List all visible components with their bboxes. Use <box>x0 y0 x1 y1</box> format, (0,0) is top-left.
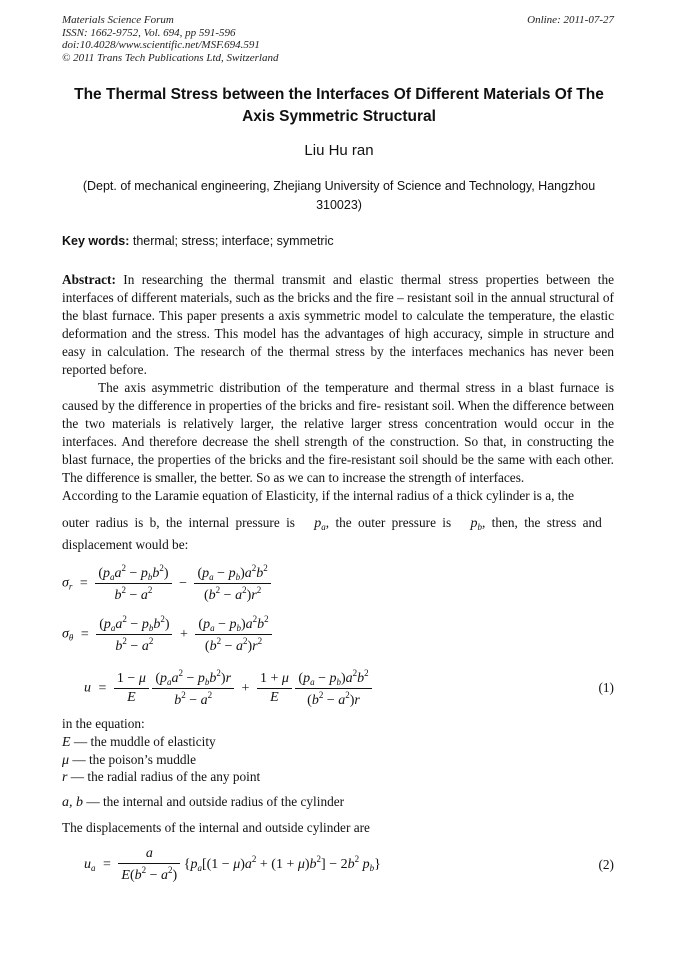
abstract-text-1: In researching the thermal transmit and elastic thermal stress properties between the interfaces of different materials, such as the bricks and the fire – resistant soil in the annual structural of the blast furnace. This paper presents a axis symmetric model to calculate the temperature, the elastic deformation and the stress. This model has the advantages of high accuracy, simple in structure and easy in calculation. The research of the thermal stress by the interfaces mechanics has never been reported before. <box>62 272 614 377</box>
online-date: Online: 2011-07-27 <box>527 14 614 26</box>
author-affiliation: (Dept. of mechanical engineering, Zhejiang University of Science and Technology, Hangzhou 310023) <box>82 179 596 212</box>
definition-r: r — the radial radius of the any point <box>62 769 261 785</box>
abstract-paragraph-1 <box>62 271 614 379</box>
text-outer-pressure: , the outer pressure is <box>325 515 452 530</box>
keywords-text: thermal; stress; interface; symmetric <box>132 234 334 248</box>
issn-line: ISSN: 1662-9752, Vol. 694, pp 591-596 <box>62 26 236 39</box>
definitions-intro: in the equation: <box>62 716 145 731</box>
symbol-pb: $p_b$ <box>457 516 482 532</box>
abstract-paragraph-3b <box>62 514 614 536</box>
text-internal-pressure: outer radius is b, the internal pressure is <box>62 515 295 530</box>
doi-line: doi:10.4028/www.scientific.net/MSF.694.591 <box>62 39 260 51</box>
author-name: Liu Hu ran <box>304 142 374 159</box>
equation-sigma-theta: $\sigma_\theta$ = $\frac{(p_aa^2 - p_bb^2)}{b^2 - a^2}$ + $\frac{(p_a - p_b)a^2b^2}{(b^2 - a^2)r^2}$ <box>62 614 272 655</box>
keywords-label: Key words: <box>62 234 130 248</box>
abstract-paragraph-2: The axis asymmetric distribution of the temperature and thermal stress in a blast furnace is caused by the difference in properties of the bricks and fire- resistant soil. When the difference between the two materials is relatively larger, the relative larger stress concentration would occur in the interfaces. And therefore decrease the shell strength of the construction. So that, in constructing the blast furnace, the properties of the bricks and the fire-resistant soil should be the same with each other. The difference is smaller, the better. So as we can to increase the strength of interfaces. <box>62 380 614 485</box>
definition-mu: μ — the poison’s muddle <box>62 752 197 768</box>
equation-number-2: (2) <box>598 857 614 872</box>
copyright-line: © 2011 Trans Tech Publications Ltd, Switzerland <box>62 51 279 64</box>
abstract-label: Abstract: <box>62 272 116 287</box>
keywords-line <box>62 234 334 248</box>
definition-E: E — the muddle of elasticity <box>62 734 216 750</box>
text-stress-and: , then, the stress and <box>482 515 602 530</box>
equation-number-1: (1) <box>598 680 614 695</box>
symbol-pa: $p_a$ <box>301 516 326 532</box>
equation-displacement-u: u = $\frac{1 - \mu}{E}$ $\frac{(p_aa^2 - p_bb^2)r}{b^2 - a^2}$ + $\frac{1 + \mu}{E}$ $\frac{(p_a - p_b)a^2b^2}{(b^2 - a^2)r}$ <box>84 668 372 709</box>
journal-metadata <box>62 14 278 64</box>
equation-internal-displacement: $u_a$ = $\frac{a}{E(b^2 - a^2)}$ {$p_a[(1 - \mu)a^2 + (1 + \mu)b^2] - 2b^2$ $p_b$} <box>84 846 381 883</box>
abstract-paragraph-3a: According to the Laramie equation of Elasticity, if the internal radius of a thick cylinder is a, the <box>62 488 575 503</box>
definition-r-text: — the radial radius of the any point <box>70 769 261 784</box>
definition-ab: a, b — the internal and outside radius of the cylinder <box>62 794 345 810</box>
paper-title: The Thermal Stress between the Interfaces Of Different Materials Of The Axis Symmetric Structural <box>74 86 604 125</box>
abstract-paragraph-3c: displacement would be: <box>62 537 189 552</box>
definition-E-text: — the muddle of elasticity <box>73 734 216 749</box>
equation-sigma-r: $\sigma_r$ = $\frac{(p_aa^2 - p_bb^2)}{b^2 - a^2}$ − $\frac{(p_a - p_b)a^2b^2}{(b^2 - a^2)r^2}$ <box>62 563 271 604</box>
journal-name: Materials Science Forum <box>62 14 174 26</box>
definition-mu-text: — the poison’s muddle <box>72 752 197 767</box>
displacements-intro: The displacements of the internal and outside cylinder are <box>62 820 370 835</box>
definition-ab-text: — the internal and outside radius of the cylinder <box>86 794 345 809</box>
